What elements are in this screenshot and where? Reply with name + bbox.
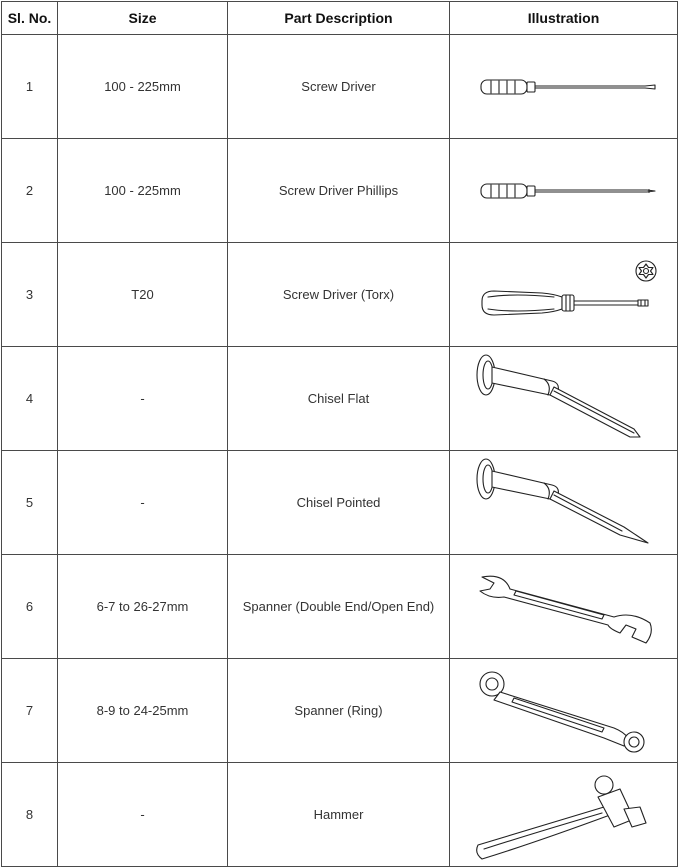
- cell-sl-no: 4: [2, 347, 58, 451]
- cell-size: 8-9 to 24-25mm: [58, 659, 228, 763]
- cell-sl-no: 8: [2, 763, 58, 867]
- header-part-description: Part Description: [228, 2, 450, 35]
- cell-description: Chisel Flat: [228, 347, 450, 451]
- cell-size: 100 - 225mm: [58, 139, 228, 243]
- table-row: [2, 451, 678, 555]
- cell-illustration: [450, 451, 678, 555]
- tools-table: [1, 1, 678, 867]
- table-row: [2, 347, 678, 451]
- cell-sl-no: 7: [2, 659, 58, 763]
- torx-screwdriver-icon: [464, 255, 664, 335]
- cell-description: Hammer: [228, 763, 450, 867]
- cell-description: Chisel Pointed: [228, 451, 450, 555]
- cell-illustration: [450, 555, 678, 659]
- hammer-icon: [464, 767, 664, 863]
- header-row: [2, 2, 678, 35]
- table-row: [2, 35, 678, 139]
- header-size: Size: [58, 2, 228, 35]
- cell-description: Screw Driver Phillips: [228, 139, 450, 243]
- table-row: [2, 659, 678, 763]
- cell-description: Spanner (Double End/Open End): [228, 555, 450, 659]
- cell-size: 6-7 to 26-27mm: [58, 555, 228, 659]
- cell-illustration: [450, 659, 678, 763]
- cell-description: Screw Driver: [228, 35, 450, 139]
- cell-size: 100 - 225mm: [58, 35, 228, 139]
- cell-description: Spanner (Ring): [228, 659, 450, 763]
- cell-illustration: [450, 35, 678, 139]
- cell-size: -: [58, 763, 228, 867]
- cell-illustration: [450, 139, 678, 243]
- cell-sl-no: 1: [2, 35, 58, 139]
- cell-sl-no: 2: [2, 139, 58, 243]
- table-row: [2, 555, 678, 659]
- cell-sl-no: 5: [2, 451, 58, 555]
- cell-description: Screw Driver (Torx): [228, 243, 450, 347]
- cell-illustration: [450, 243, 678, 347]
- cell-size: T20: [58, 243, 228, 347]
- cell-illustration: [450, 347, 678, 451]
- header-sl-no: Sl. No.: [2, 2, 58, 35]
- table-row: [2, 139, 678, 243]
- flat-screwdriver-icon: [469, 67, 659, 107]
- pointed-chisel-icon: [464, 455, 664, 551]
- cell-size: -: [58, 347, 228, 451]
- cell-sl-no: 6: [2, 555, 58, 659]
- cell-illustration: [450, 763, 678, 867]
- open-end-spanner-icon: [464, 567, 664, 647]
- cell-size: -: [58, 451, 228, 555]
- flat-chisel-icon: [464, 351, 664, 447]
- cell-sl-no: 3: [2, 243, 58, 347]
- ring-spanner-icon: [464, 666, 664, 756]
- table-row: [2, 243, 678, 347]
- phillips-screwdriver-icon: [469, 171, 659, 211]
- table-row: [2, 763, 678, 867]
- header-illustration: Illustration: [450, 2, 678, 35]
